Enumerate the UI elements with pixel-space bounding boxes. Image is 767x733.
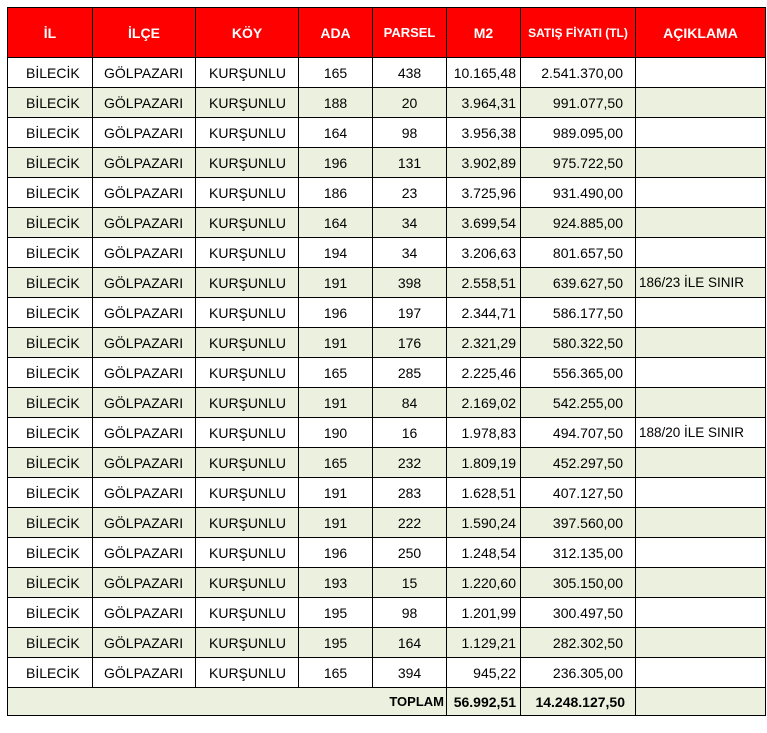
cell-ada: 165 <box>299 58 373 88</box>
cell-koy: KURŞUNLU <box>196 328 299 358</box>
cell-aciklama <box>636 88 766 118</box>
table-row <box>8 598 766 628</box>
cell-parsel: 98 <box>373 118 447 148</box>
cell-ilce: GÖLPAZARI <box>93 268 196 298</box>
table-header <box>8 8 766 58</box>
cell-il: BİLECİK <box>8 538 93 568</box>
cell-ada: 196 <box>299 298 373 328</box>
cell-parsel: 232 <box>373 448 447 478</box>
cell-koy: KURŞUNLU <box>196 598 299 628</box>
cell-aciklama: 188/20 İLE SINIR <box>636 418 766 448</box>
cell-m2: 3.902,89 <box>447 148 521 178</box>
table-row <box>8 148 766 178</box>
table-row <box>8 208 766 238</box>
cell-m2: 2.169,02 <box>447 388 521 418</box>
cell-parsel: 176 <box>373 328 447 358</box>
cell-m2: 1.248,54 <box>447 538 521 568</box>
cell-satis-fiyati: 305.150,00 <box>521 568 636 598</box>
cell-satis-fiyati: 931.490,00 <box>521 178 636 208</box>
table-row <box>8 268 766 298</box>
cell-koy: KURŞUNLU <box>196 538 299 568</box>
cell-il: BİLECİK <box>8 178 93 208</box>
cell-il: BİLECİK <box>8 568 93 598</box>
cell-satis-fiyati: 397.560,00 <box>521 508 636 538</box>
cell-satis-fiyati: 801.657,50 <box>521 238 636 268</box>
table-row <box>8 568 766 598</box>
cell-m2: 3.725,96 <box>447 178 521 208</box>
cell-il: BİLECİK <box>8 328 93 358</box>
cell-ada: 164 <box>299 208 373 238</box>
cell-satis-fiyati: 975.722,50 <box>521 148 636 178</box>
cell-aciklama <box>636 358 766 388</box>
land-sale-table <box>7 7 766 716</box>
cell-ilce: GÖLPAZARI <box>93 148 196 178</box>
cell-koy: KURŞUNLU <box>196 418 299 448</box>
cell-satis-fiyati: 282.302,50 <box>521 628 636 658</box>
cell-ada: 165 <box>299 358 373 388</box>
cell-ilce: GÖLPAZARI <box>93 418 196 448</box>
table-row <box>8 418 766 448</box>
cell-ada: 165 <box>299 448 373 478</box>
cell-il: BİLECİK <box>8 628 93 658</box>
cell-ilce: GÖLPAZARI <box>93 388 196 418</box>
cell-koy: KURŞUNLU <box>196 388 299 418</box>
cell-satis-fiyati: 452.297,50 <box>521 448 636 478</box>
cell-ilce: GÖLPAZARI <box>93 478 196 508</box>
cell-aciklama <box>636 568 766 598</box>
land-sale-table-container <box>7 7 766 716</box>
table-row <box>8 298 766 328</box>
cell-ilce: GÖLPAZARI <box>93 88 196 118</box>
table-footer <box>8 688 766 716</box>
cell-ada: 186 <box>299 178 373 208</box>
cell-ilce: GÖLPAZARI <box>93 118 196 148</box>
total-row <box>8 688 766 716</box>
cell-koy: KURŞUNLU <box>196 448 299 478</box>
cell-m2: 1.809,19 <box>447 448 521 478</box>
cell-ada: 195 <box>299 598 373 628</box>
cell-m2: 3.964,31 <box>447 88 521 118</box>
cell-m2: 10.165,48 <box>447 58 521 88</box>
cell-ada: 195 <box>299 628 373 658</box>
cell-il: BİLECİK <box>8 478 93 508</box>
cell-parsel: 131 <box>373 148 447 178</box>
cell-koy: KURŞUNLU <box>196 148 299 178</box>
cell-satis-fiyati: 639.627,50 <box>521 268 636 298</box>
table-row <box>8 508 766 538</box>
cell-parsel: 16 <box>373 418 447 448</box>
cell-parsel: 84 <box>373 388 447 418</box>
cell-parsel: 394 <box>373 658 447 688</box>
cell-aciklama <box>636 328 766 358</box>
cell-koy: KURŞUNLU <box>196 118 299 148</box>
cell-aciklama <box>636 628 766 658</box>
cell-satis-fiyati: 542.255,00 <box>521 388 636 418</box>
cell-parsel: 398 <box>373 268 447 298</box>
cell-aciklama <box>636 448 766 478</box>
cell-parsel: 164 <box>373 628 447 658</box>
cell-ilce: GÖLPAZARI <box>93 178 196 208</box>
table-row <box>8 238 766 268</box>
cell-il: BİLECİK <box>8 58 93 88</box>
cell-m2: 1.129,21 <box>447 628 521 658</box>
cell-m2: 2.321,29 <box>447 328 521 358</box>
header-row <box>8 8 766 58</box>
cell-ada: 191 <box>299 508 373 538</box>
cell-ada: 191 <box>299 388 373 418</box>
cell-aciklama <box>636 658 766 688</box>
cell-ilce: GÖLPAZARI <box>93 298 196 328</box>
header-aciklama: AÇIKLAMA <box>636 8 766 58</box>
cell-satis-fiyati: 586.177,50 <box>521 298 636 328</box>
cell-satis-fiyati: 580.322,50 <box>521 328 636 358</box>
cell-koy: KURŞUNLU <box>196 658 299 688</box>
cell-il: BİLECİK <box>8 208 93 238</box>
cell-aciklama <box>636 208 766 238</box>
cell-il: BİLECİK <box>8 418 93 448</box>
table-row <box>8 658 766 688</box>
cell-ada: 193 <box>299 568 373 598</box>
cell-il: BİLECİK <box>8 268 93 298</box>
cell-ada: 191 <box>299 478 373 508</box>
cell-il: BİLECİK <box>8 598 93 628</box>
cell-aciklama <box>636 478 766 508</box>
header-ada: ADA <box>299 8 373 58</box>
header-koy: KÖY <box>196 8 299 58</box>
cell-ada: 164 <box>299 118 373 148</box>
cell-ilce: GÖLPAZARI <box>93 628 196 658</box>
cell-ada: 194 <box>299 238 373 268</box>
cell-il: BİLECİK <box>8 658 93 688</box>
cell-koy: KURŞUNLU <box>196 628 299 658</box>
cell-ada: 190 <box>299 418 373 448</box>
cell-koy: KURŞUNLU <box>196 58 299 88</box>
cell-ilce: GÖLPAZARI <box>93 58 196 88</box>
cell-parsel: 20 <box>373 88 447 118</box>
table-row <box>8 88 766 118</box>
cell-il: BİLECİK <box>8 238 93 268</box>
table-row <box>8 388 766 418</box>
cell-il: BİLECİK <box>8 358 93 388</box>
cell-aciklama <box>636 118 766 148</box>
table-row <box>8 448 766 478</box>
cell-ilce: GÖLPAZARI <box>93 598 196 628</box>
cell-koy: KURŞUNLU <box>196 298 299 328</box>
cell-parsel: 34 <box>373 238 447 268</box>
cell-ilce: GÖLPAZARI <box>93 508 196 538</box>
header-il: İL <box>8 8 93 58</box>
cell-koy: KURŞUNLU <box>196 238 299 268</box>
cell-parsel: 197 <box>373 298 447 328</box>
cell-ada: 196 <box>299 538 373 568</box>
cell-m2: 2.225,46 <box>447 358 521 388</box>
cell-m2: 3.206,63 <box>447 238 521 268</box>
cell-m2: 2.558,51 <box>447 268 521 298</box>
cell-ilce: GÖLPAZARI <box>93 358 196 388</box>
cell-parsel: 438 <box>373 58 447 88</box>
cell-koy: KURŞUNLU <box>196 478 299 508</box>
cell-aciklama: 186/23 İLE SINIR <box>636 268 766 298</box>
cell-m2: 1.201,99 <box>447 598 521 628</box>
cell-il: BİLECİK <box>8 388 93 418</box>
cell-m2: 1.978,83 <box>447 418 521 448</box>
total-empty-cell <box>636 688 766 716</box>
cell-parsel: 222 <box>373 508 447 538</box>
cell-m2: 3.956,38 <box>447 118 521 148</box>
cell-satis-fiyati: 494.707,50 <box>521 418 636 448</box>
cell-parsel: 23 <box>373 178 447 208</box>
cell-m2: 2.344,71 <box>447 298 521 328</box>
cell-parsel: 250 <box>373 538 447 568</box>
cell-aciklama <box>636 178 766 208</box>
total-price: 14.248.127,50 <box>521 688 636 716</box>
cell-ilce: GÖLPAZARI <box>93 328 196 358</box>
cell-m2: 1.220,60 <box>447 568 521 598</box>
cell-m2: 1.628,51 <box>447 478 521 508</box>
cell-ada: 191 <box>299 268 373 298</box>
cell-parsel: 15 <box>373 568 447 598</box>
table-row <box>8 178 766 208</box>
header-parsel: PARSEL <box>373 8 447 58</box>
cell-ada: 191 <box>299 328 373 358</box>
cell-m2: 1.590,24 <box>447 508 521 538</box>
cell-ilce: GÖLPAZARI <box>93 208 196 238</box>
cell-satis-fiyati: 924.885,00 <box>521 208 636 238</box>
cell-satis-fiyati: 991.077,50 <box>521 88 636 118</box>
cell-ada: 165 <box>299 658 373 688</box>
cell-ilce: GÖLPAZARI <box>93 238 196 268</box>
total-label: TOPLAM <box>8 688 447 716</box>
table-row <box>8 538 766 568</box>
cell-m2: 3.699,54 <box>447 208 521 238</box>
cell-il: BİLECİK <box>8 118 93 148</box>
cell-koy: KURŞUNLU <box>196 508 299 538</box>
cell-m2: 945,22 <box>447 658 521 688</box>
cell-il: BİLECİK <box>8 88 93 118</box>
cell-koy: KURŞUNLU <box>196 178 299 208</box>
header-ilce: İLÇE <box>93 8 196 58</box>
cell-il: BİLECİK <box>8 148 93 178</box>
cell-aciklama <box>636 58 766 88</box>
cell-ilce: GÖLPAZARI <box>93 658 196 688</box>
table-row <box>8 478 766 508</box>
table-row <box>8 358 766 388</box>
cell-parsel: 98 <box>373 598 447 628</box>
cell-satis-fiyati: 556.365,00 <box>521 358 636 388</box>
cell-parsel: 285 <box>373 358 447 388</box>
cell-parsel: 34 <box>373 208 447 238</box>
cell-il: BİLECİK <box>8 298 93 328</box>
cell-ilce: GÖLPAZARI <box>93 538 196 568</box>
cell-aciklama <box>636 298 766 328</box>
cell-ilce: GÖLPAZARI <box>93 568 196 598</box>
cell-koy: KURŞUNLU <box>196 208 299 238</box>
cell-satis-fiyati: 236.305,00 <box>521 658 636 688</box>
cell-aciklama <box>636 598 766 628</box>
cell-ada: 188 <box>299 88 373 118</box>
cell-koy: KURŞUNLU <box>196 88 299 118</box>
table-row <box>8 58 766 88</box>
cell-il: BİLECİK <box>8 448 93 478</box>
cell-aciklama <box>636 388 766 418</box>
cell-satis-fiyati: 312.135,00 <box>521 538 636 568</box>
table-row <box>8 118 766 148</box>
header-satis-fiyati: SATIŞ FİYATI (TL) <box>521 8 636 58</box>
cell-satis-fiyati: 2.541.370,00 <box>521 58 636 88</box>
cell-satis-fiyati: 989.095,00 <box>521 118 636 148</box>
cell-satis-fiyati: 300.497,50 <box>521 598 636 628</box>
cell-koy: KURŞUNLU <box>196 568 299 598</box>
cell-parsel: 283 <box>373 478 447 508</box>
cell-aciklama <box>636 508 766 538</box>
table-row <box>8 628 766 658</box>
cell-aciklama <box>636 538 766 568</box>
table-body <box>8 58 766 688</box>
cell-satis-fiyati: 407.127,50 <box>521 478 636 508</box>
cell-koy: KURŞUNLU <box>196 268 299 298</box>
cell-aciklama <box>636 238 766 268</box>
cell-ilce: GÖLPAZARI <box>93 448 196 478</box>
cell-aciklama <box>636 148 766 178</box>
cell-il: BİLECİK <box>8 508 93 538</box>
total-m2: 56.992,51 <box>447 688 521 716</box>
cell-ada: 196 <box>299 148 373 178</box>
cell-koy: KURŞUNLU <box>196 358 299 388</box>
header-m2: M2 <box>447 8 521 58</box>
table-row <box>8 328 766 358</box>
